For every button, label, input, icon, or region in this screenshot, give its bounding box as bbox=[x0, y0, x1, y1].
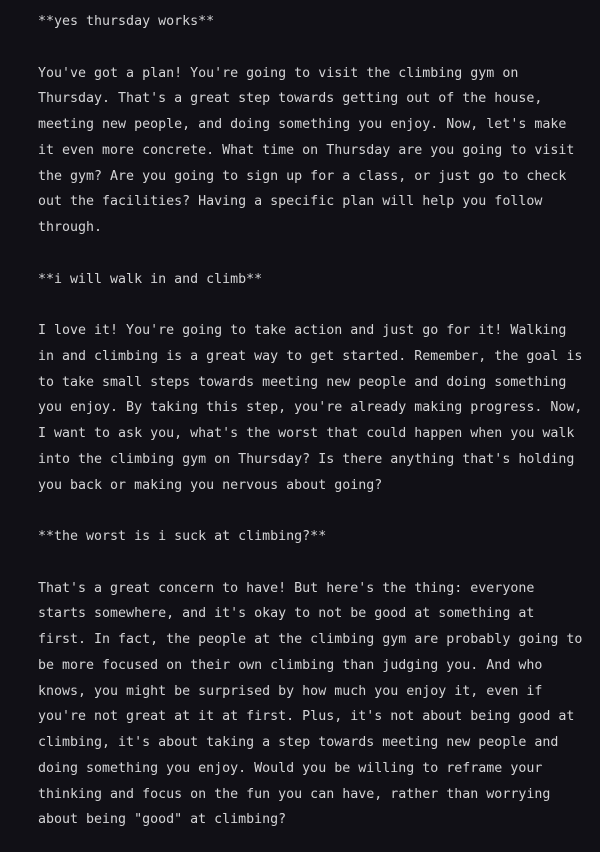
conversation-transcript bbox=[38, 9, 586, 833]
message-spacer bbox=[38, 241, 586, 267]
message-spacer bbox=[38, 550, 586, 576]
assistant-message: You've got a plan! You're going to visit the climbing gym on Thursday. That's a great step towards getting out of the house, meeting new people, and doing something you enjoy. Now, let's make it even more concrete. What time on Thursday are you going to visit the gym? Are you going to sign up for a class, or just go to check out the facilities? Having a specific plan will help you follow through. bbox=[38, 65, 575, 235]
user-message: **i will walk in and climb** bbox=[38, 271, 263, 287]
assistant-message: I love it! You're going to take action and just go for it! Walking in and climbing is a great way to get started. Remember, the goal is to take small steps towards meeting new people and doing something you enjoy. By taking this step, you're already making progress. Now, I want to ask you, what's the worst that could happen when you walk into the climbing gym on Thursday? Is there anything that's holding you back or making you nervous about going? bbox=[38, 323, 583, 493]
assistant-message: That's a great concern to have! But here's the thing: everyone starts somewhere, and it's okay to not be good at something at first. In fact, the people at the climbing gym are probably going to be more focused on their own climbing than judging you. And who knows, you might be surprised by how much you enjoy it, even if you're not great at it at first. Plus, it's not about being good at climbing, it's about taking a step towards meeting new people and doing something you enjoy. Would you be willing to reframe your thinking and focus on the fun you can have, rather than worrying about being "good" at climbing? bbox=[38, 580, 583, 828]
message-spacer bbox=[38, 35, 586, 61]
user-message: **the worst is i suck at climbing?** bbox=[38, 529, 327, 544]
message-spacer bbox=[38, 498, 586, 524]
user-message: **yes thursday works** bbox=[38, 14, 215, 29]
message-spacer bbox=[38, 292, 586, 318]
